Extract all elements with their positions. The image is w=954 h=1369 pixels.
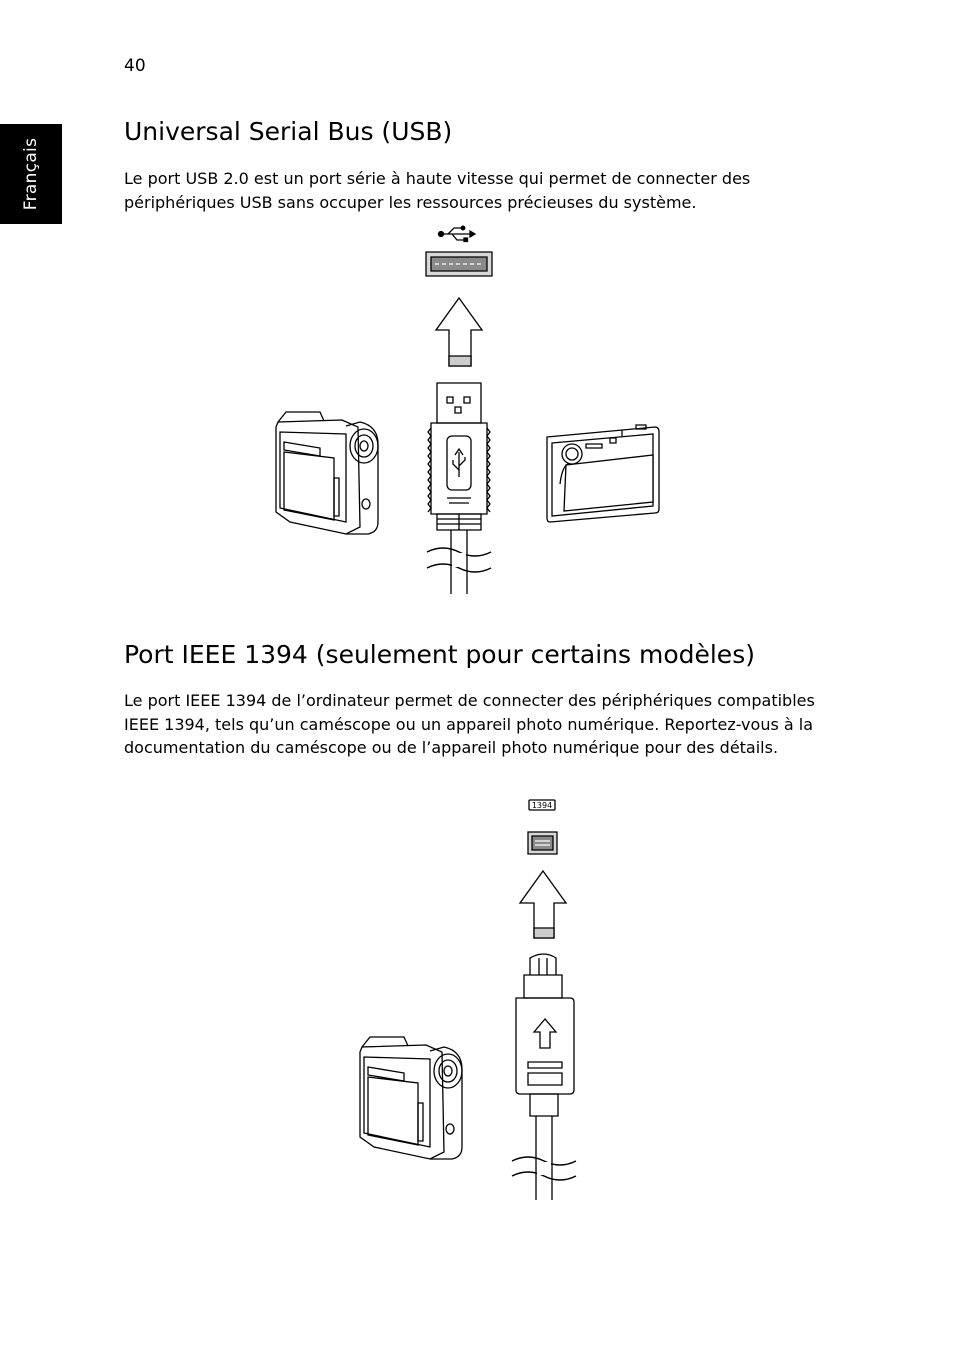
section-body-usb: Le port USB 2.0 est un port série à haute vitesse qui permet de connecter des périphériques USB sans occuper les ressources précieuses du système.: [124, 169, 751, 212]
usb-symbol-icon: [439, 226, 476, 241]
camcorder-icon: [276, 412, 378, 534]
page-number: 40: [124, 56, 146, 76]
arrow-up-icon: [520, 871, 566, 938]
camcorder-icon: [360, 1037, 462, 1159]
usb-connection-illustration: [250, 222, 690, 597]
ieee1394-plug-icon: [512, 954, 576, 1200]
usb-plug-icon: [427, 383, 491, 594]
digital-camera-icon: [547, 425, 659, 522]
arrow-up-icon: [436, 298, 482, 366]
language-side-tab-label: Français: [21, 137, 41, 211]
section-title-ieee1394: Port IEEE 1394 (seulement pour certains modèles): [124, 640, 755, 669]
usb-port-icon: [426, 252, 492, 276]
ieee1394-port-label: 1394: [531, 801, 553, 810]
ieee1394-symbol-icon: [529, 800, 555, 810]
section-body-ieee1394: Le port IEEE 1394 de l’ordinateur permet de connecter des périphériques compatibles IEEE 1394, tels qu’un caméscope ou un appareil photo numérique. Reportez-vous à la documentation du caméscope ou de l’appareil photo numérique pour des détails.: [124, 691, 815, 757]
language-side-tab: [0, 124, 62, 224]
ieee1394-connection-illustration: [340, 795, 600, 1205]
ieee1394-port-icon: [528, 832, 557, 854]
section-title-usb: Universal Serial Bus (USB): [124, 117, 453, 146]
